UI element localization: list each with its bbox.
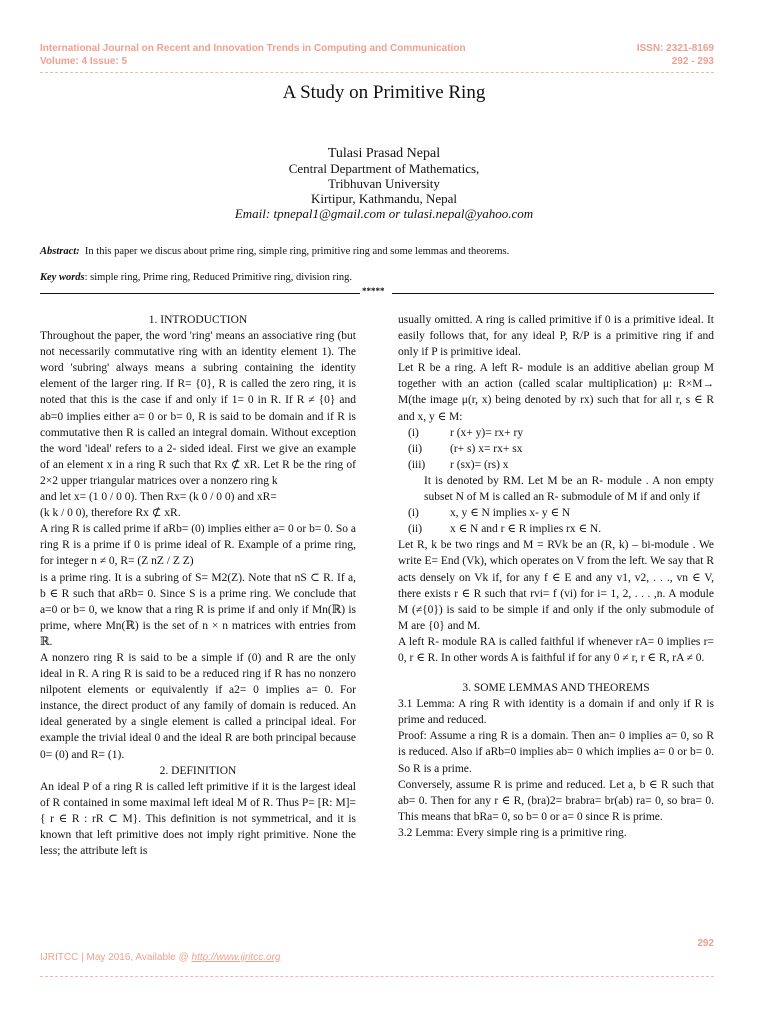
list-item <box>398 457 714 473</box>
paragraph: It is denoted by RM. Let M be an R- module . A non empty subset N of M is called an R- submodule of M if and only if <box>424 474 714 504</box>
section-heading-definition: 2. DEFINITION <box>159 764 237 777</box>
list-item <box>398 425 714 441</box>
header-divider <box>40 72 714 73</box>
paragraph: A ring R is called prime if aRb= (0) implies either a= 0 or b= 0. So a ring R is a prime if 0 is prime ideal of R. Example of a prime ring, for integer n ≠ 0, R= (Z nZ / Z Z) <box>40 523 356 568</box>
separator <box>40 286 714 298</box>
footer-text: IJRITCC | May 2016, Available @ <box>40 952 192 963</box>
separator-line-right <box>392 293 714 294</box>
email-address[interactable]: : tpnepal1@gmail.com or tulasi.nepal@yahoo.com <box>265 206 534 221</box>
paragraph: (k k / 0 0), therefore Rx ⊄ xR. <box>40 507 181 520</box>
list-number: (iii) <box>408 458 426 471</box>
list-item <box>398 505 714 521</box>
page-range: 292 - 293 <box>671 56 714 67</box>
list-text: (r+ s) x= rx+ sx <box>450 442 523 455</box>
paragraph: 3.1 Lemma: A ring R with identity is a domain if and only if R is prime and reduced. <box>398 698 714 727</box>
list-text: x ∈ N and r ∈ R implies rx ∈ N. <box>450 523 602 536</box>
issn-info <box>637 42 714 68</box>
list-number: (i) <box>408 426 419 439</box>
separator-stars: ***** <box>362 286 385 296</box>
email-label: Email <box>234 206 266 221</box>
author-email <box>0 206 768 221</box>
list-item <box>398 441 714 457</box>
list-number: (i) <box>408 507 419 520</box>
paragraph: Let R be a ring. A left R- module is an additive abelian group M together with an action (called scalar multiplication) μ: R×M→ M(the image μ(r, x) being denoted by rx) such that for all r, s ∈ R and x, y ∈ M: <box>398 362 714 423</box>
paragraph: A left R- module RA is called faithful if whenever rA= 0 implies r= 0, r ∈ R. In other words A is faithful if for any 0 ≠ r, r ∈ R, rA ≠ 0. <box>398 635 714 664</box>
footer-divider <box>40 976 714 977</box>
issn: ISSN: 2321-8169 <box>636 43 714 54</box>
list-item <box>398 521 714 537</box>
keywords-label: Key words <box>40 272 85 283</box>
list-number: (ii) <box>408 523 423 536</box>
paragraph: Throughout the paper, the word 'ring' means an associative ring (but not necessarily commutative ring with an identity element 1). The word 'subring' always means a subring containing the identity element of the larger ring. If R= {0}, R is called the zero ring, it is noted that this is the case if and only if 1= 0 in R. If R ≠ {0} and ab=0 implies either a= 0 or b= 0, R is said to be domain and if R is commutative then R is called an integral domain. Without exception the word 'ideal' refers to a 2- sided ideal. First we give an example of an element x in a ring R such that Rx ⊄ xR. Let R be the ring of 2×2 upper triangular matrices over a nonzero ring k <box>40 330 356 487</box>
abstract-text: In this paper we discus about prime ring, simple ring, primitive ring and some lemmas and theorems. <box>84 246 510 257</box>
paragraph: is a prime ring. It is a subring of S= M2(Z). Note that nS ⊂ R. If a, b ∈ R such that aRb= 0. Since S is a prime ring. We conclude that a=0 or b= 0, we know that a ring R is prime if and only if Mn(ℝ) is prime, where Mn(ℝ) is the set of n × n matrices with entries from ℝ. <box>40 571 356 648</box>
list-number: (ii) <box>408 442 423 455</box>
left-column <box>40 312 356 859</box>
section-heading-lemmas: 3. SOME LEMMAS AND THEOREMS <box>462 682 650 695</box>
footer <box>40 952 280 963</box>
paragraph: usually omitted. A ring is called primitive if 0 is a primitive ideal. It easily follows that, for any ideal P, R/P is a primitive ring if and only if P is primitive ideal. <box>398 314 714 359</box>
paper-title: A Study on Primitive Ring <box>282 82 486 103</box>
list-text: r (x+ y)= rx+ ry <box>450 426 524 439</box>
keywords <box>40 272 714 283</box>
right-column <box>398 312 714 841</box>
author-dept: Central Department of Mathematics, <box>288 161 480 176</box>
keywords-text: : simple ring, Prime ring, Reduced Primitive ring, division ring. <box>84 272 353 283</box>
paragraph: and let x= (1 0 / 0 0). Then Rx= (k 0 / 0 0) and xR= <box>40 491 277 504</box>
paragraph: Proof: Assume a ring R is a domain. Then an= 0 implies a= 0, so R is reduced. Also if aRb=0 implies ab= 0 which implies a= 0 or b= 0. So R is a prime. <box>398 730 714 775</box>
abstract-label: Abstract: <box>40 246 80 257</box>
journal-info <box>40 42 466 68</box>
author-block <box>0 146 768 221</box>
separator-line-left <box>40 293 360 294</box>
author-university: Tribhuvan University <box>328 176 440 191</box>
paragraph: 3.2 Lemma: Every simple ring is a primitive ring. <box>398 826 627 839</box>
page-number: 292 <box>697 938 714 949</box>
paragraph: Let R, k be two rings and M = RVk be an (R, k) – bi-module . We write E= End (Vk), which operates on V from the left. We say that R acts densely on Vk if, for any f ∈ E and any v1, v2, . . ., vn ∈ V, there exists r ∈ R such that rvi= f (vi) for i= 1, 2, . . . ,n. A module M (≠{0}) is said to be simple if and only if the only submodule of M are {0} and M. <box>398 539 714 632</box>
section-heading-introduction: 1. INTRODUCTION <box>148 314 248 326</box>
abstract <box>40 246 714 257</box>
author-place: Kirtipur, Kathmandu, Nepal <box>310 191 458 206</box>
footer-link[interactable]: http://www.ijritcc.org <box>191 952 281 963</box>
paragraph: An ideal P of a ring R is called left primitive if it is the largest ideal of R contained in some maximal left ideal M of R. Thus P= [R: M]= { r ∈ R : rR ⊂ M}. This definition is not symmetrical, and it is known that left primitive does not imply right primitive. None the less; the attribute left is <box>40 780 356 858</box>
list-text: x, y ∈ N implies x- y ∈ N <box>450 507 571 520</box>
author-name: Tulasi Prasad Nepal <box>327 146 441 161</box>
list-text: r (sx)= (rs) x <box>450 458 509 471</box>
paragraph: A nonzero ring R is said to be a simple if (0) and R are the only ideal in R. A ring R is said to be a reduced ring if R has no nonzero nilpotent elements or equivalently if a2= 0 implies a= 0. For instance, the direct product of any family of domain is reduced. An ideal generated by a single element is called a principal ideal. For example the trivial ideal 0 and the ideal R are both principal because 0= (0) and R= (1). <box>40 651 356 761</box>
volume-issue: Volume: 4 Issue: 5 <box>40 56 128 67</box>
paragraph: Conversely, assume R is prime and reduced. Let a, b ∈ R such that ab= 0. Then for any r ∈ R, (bra)2= brabra= br(ab) ra= 0, so bra= 0. This means that bRa= 0, so b= 0 or a= 0 since R is prime. <box>398 778 714 823</box>
journal-name: International Journal on Recent and Innovation Trends in Computing and Communication <box>40 43 466 54</box>
